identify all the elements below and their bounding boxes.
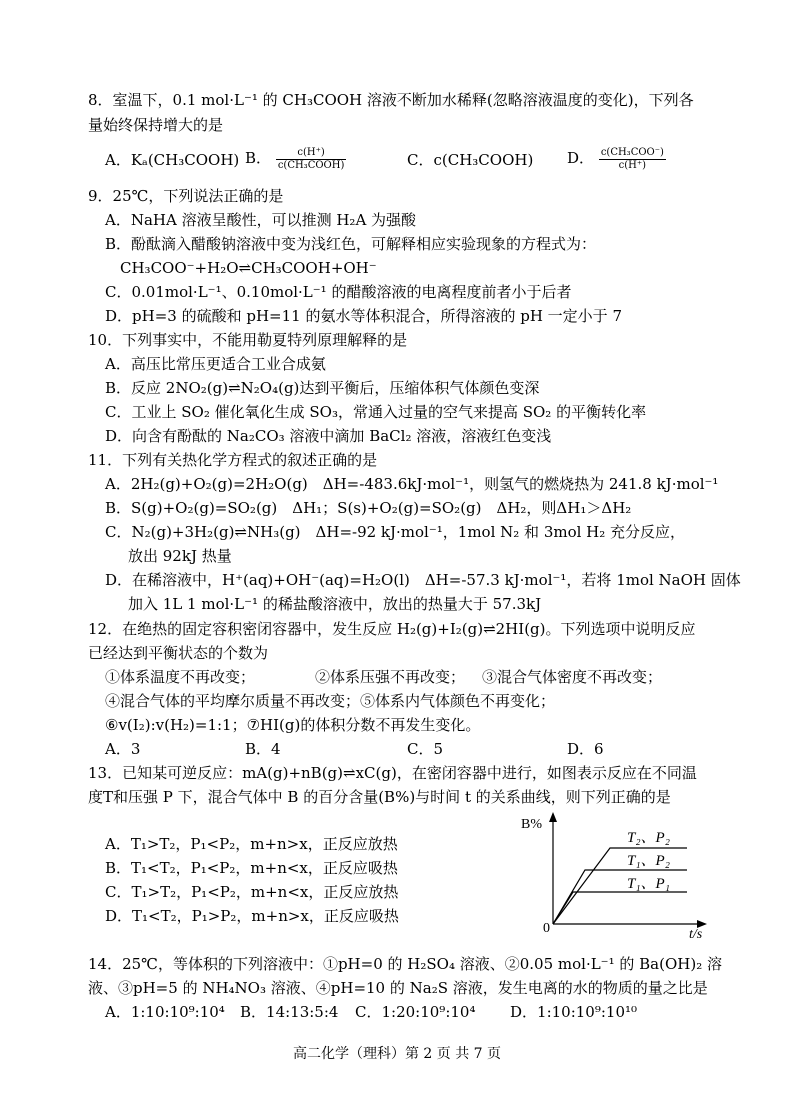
q12-stem-line2: 已经达到平衡状态的个数为 [88,644,269,662]
q13-stem-line1: 13．已知某可逆反应：mA(g)+nB(g)⇌xC(g)，在密闭容器中进行，如图表示反应在不同温 [88,764,697,782]
q8-stem-line1: 8．室温下，0.1 mol·L⁻¹ 的 CH₃COOH 溶液不断加水稀释(忽略溶液温度的变化)，下列各 [88,91,694,109]
q8-option-b-denominator: c(CH₃COOH) [277,159,345,171]
q12-statement-1: ①体系温度不再改变； [105,668,256,686]
q8-option-b-label: B． [245,149,272,167]
q12-stem-line1: 12．在绝热的固定容积密闭容器中，发生反应 H₂(g)+I₂(g)⇌2HI(g)。下列选项中说明反应 [88,620,696,638]
q8-stem-line2: 量始终保持增大的是 [88,116,224,134]
q12-option-d: D．6 [567,740,604,758]
q11-option-b: B．S(g)+O₂(g)=SO₂(g) ΔH₁；S(s)+O₂(g)=SO₂(g) ΔH₂，则ΔH₁＞ΔH₂ [105,499,632,517]
q8-option-b-fraction [276,147,347,172]
q9-option-b-equation: CH₃COO⁻+H₂O⇌CH₃COOH+OH⁻ [120,259,377,277]
q10-option-d: D．向含有酚酞的 Na₂CO₃ 溶液中滴加 BaCl₂ 溶液，溶液红色变浅 [105,427,552,445]
q8-option-b-numerator: c(H⁺) [276,147,347,160]
q13-option-d: D．T₁<T₂，P₁>P₂，m+n>x，正反应吸热 [105,907,399,925]
q13-option-c: C．T₁>T₂，P₁<P₂，m+n<x，正反应放热 [105,883,399,901]
q12-statements-4-5: ④混合气体的平均摩尔质量不再改变；⑤体系内气体颜色不再变化； [105,692,556,710]
q14-option-b: B．14:13:5:4 [240,1003,339,1021]
q9-option-d: D．pH=3 的硫酸和 pH=11 的氨水等体积混合，所得溶液的 pH 一定小于 7 [105,307,622,325]
q14-option-a: A．1:10:10⁹:10⁴ [105,1003,225,1021]
q8-option-c: C．c(CH₃COOH) [407,151,534,169]
q12-statement-3: ③混合气体密度不再改变； [482,668,663,686]
q8-option-d-label: D． [567,149,595,167]
q14-stem-line2: 液、③pH=5 的 NH₄NO₃ 溶液、④pH=10 的 Na₂S 溶液，发生电离的水的物质的量之比是 [88,979,708,997]
q9-option-a: A．NaHA 溶液呈酸性，可以推测 H₂A 为强酸 [105,211,417,229]
q11-option-c-line2: 放出 92kJ 热量 [128,547,232,565]
q9-stem: 9．25℃，下列说法正确的是 [88,187,284,205]
graph-origin-label: 0 [543,921,550,936]
graph-x-label: t/s [689,927,703,938]
q8-option-d-fraction [599,147,666,172]
q8-option-b [245,146,346,172]
q10-option-a: A．高压比常压更适合工业合成氨 [105,355,326,373]
q14-option-d: D．1:10:10⁹:10¹⁰ [510,1003,638,1021]
q10-stem: 10．下列事实中，不能用勒夏特列原理解释的是 [88,331,408,349]
q13-graph [515,808,715,938]
q11-option-d-line2: 加入 1L 1 mol·L⁻¹ 的稀盐酸溶液中，放出的热量大于 57.3kJ [128,595,542,613]
q8-option-d [567,146,666,172]
q11-option-c-line1: C．N₂(g)+3H₂(g)⇌NH₃(g) ΔH=-92 kJ·mol⁻¹，1mol N₂ 和 3mol H₂ 充分反应， [105,523,686,541]
graph-label-t1-p2: T₁、P₂ [627,853,670,869]
graph-label-t1-p1: T₁、P₁ [627,876,670,892]
q11-option-a: A．2H₂(g)+O₂(g)=2H₂O(g) ΔH=-483.6kJ·mol⁻¹，则氢气的燃烧热为 241.8 kJ·mol⁻¹ [105,475,719,493]
q13-stem-line2: 度T和压强 P 下，混合气体中 B 的百分含量(B%)与时间 t 的关系曲线，则下列正确的是 [88,788,671,806]
q12-option-b: B．4 [245,740,281,758]
q11-stem: 11．下列有关热化学方程式的叙述正确的是 [88,451,378,469]
graph-y-label: B% [521,817,542,832]
q10-option-b: B．反应 2NO₂(g)⇌N₂O₄(g)达到平衡后，压缩体积气体颜色变深 [105,379,540,397]
q8-option-a: A．Kₐ(CH₃COOH) [105,151,240,169]
q12-statements-6-7: ⑥v(I₂):v(H₂)=1:1；⑦HI(g)的体积分数不再发生变化。 [105,716,481,734]
q12-option-a: A．3 [105,740,141,758]
q13-option-a: A．T₁>T₂，P₁<P₂，m+n>x，正反应放热 [105,835,398,853]
q9-option-b-line1: B．酚酞滴入醋酸钠溶液中变为浅红色，可解释相应实验现象的方程式为： [105,235,597,253]
graph-label-t2-p2: T₂、P₂ [627,830,670,846]
q14-stem-line1: 14．25℃，等体积的下列溶液中：①pH=0 的 H₂SO₄ 溶液、②0.05 mol·L⁻¹ 的 Ba(OH)₂ 溶 [88,955,722,973]
q11-option-d-line1: D．在稀溶液中，H⁺(aq)+OH⁻(aq)=H₂O(l) ΔH=-57.3 kJ·mol⁻¹，若将 1mol NaOH 固体 [105,571,741,589]
q8-option-d-denominator: c(H⁺) [618,159,647,171]
q14-option-c: C．1:20:10⁹:10⁴ [355,1003,476,1021]
q10-option-c: C．工业上 SO₂ 催化氧化生成 SO₃，常通入过量的空气来提高 SO₂ 的平衡转化率 [105,403,647,421]
q12-option-c: C．5 [407,740,444,758]
q13-option-b: B．T₁<T₂，P₁<P₂，m+n<x，正反应吸热 [105,859,398,877]
q12-statement-2: ②体系压强不再改变； [315,668,466,686]
q8-option-d-numerator: c(CH₃COO⁻) [600,146,664,158]
graph-y-arrow [549,812,557,822]
q9-option-c: C．0.01mol·L⁻¹、0.10mol·L⁻¹ 的醋酸溶液的电离程度前者小于后者 [105,283,572,301]
page-footer: 高二化学（理科）第 2 页 共 7 页 [292,1046,502,1062]
